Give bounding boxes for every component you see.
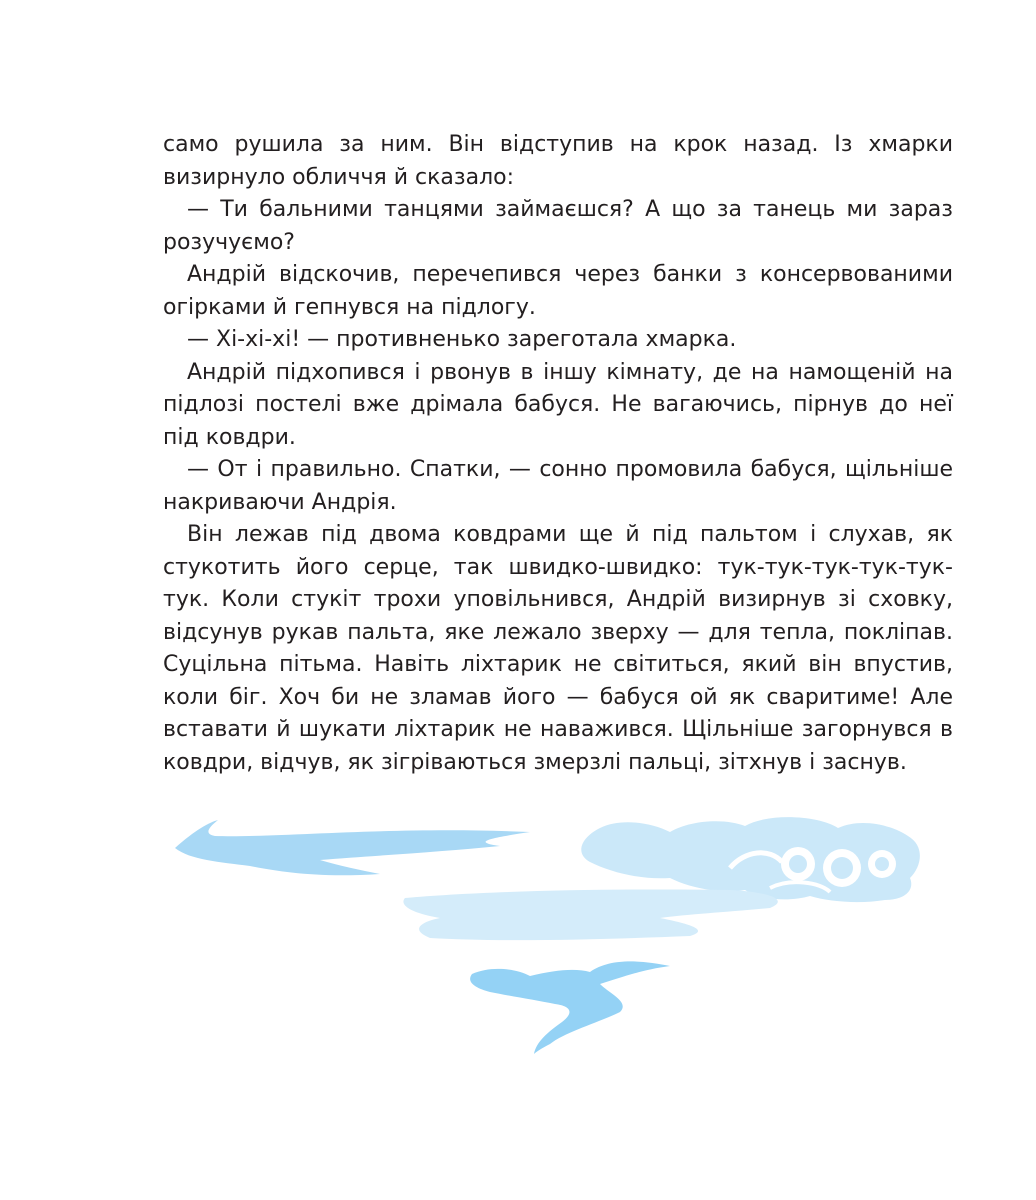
paragraph-5: Андрій підхопився і рвонув в іншу кімнату, де на намощеній на підлозі постелі вже дрімала бабуся. Не вагаючись, пірнув до неї під ковдри. — [163, 359, 953, 450]
cloud-swirl — [875, 857, 889, 871]
cloud-swirl — [789, 855, 807, 873]
cloud-wisp-middle — [403, 889, 777, 940]
story-text — [163, 129, 953, 779]
paragraph-3: Андрій відскочив, перечепився через банки з консервованими огірками й гепнувся на підлогу. — [163, 262, 953, 320]
paragraph-4: — Хі-хі-хі! — противненько зареготала хмарка. — [187, 327, 737, 352]
cloud-wisps-icon — [170, 808, 930, 1058]
paragraph-2: — Ти бальними танцями займаєшся? А що за танець ми зараз розучуємо? — [163, 197, 953, 255]
cloud-wisp-bottom — [470, 961, 670, 1054]
paragraph-7: Він лежав під двома ковдрами ще й під пальтом і слухав, як стукотить його серце, так швидко-швидко: тук-тук-тук-тук-тук-тук. Коли стукіт трохи уповільнився, Андрій визирнув зі сховку, відсунув рукав пальта, яке лежало зверху — для тепла, покліпав. Суцільна пітьма. Навіть ліхтарик не світиться, який він впустив, коли біг. Хоч би не зламав його — бабуся ой як сваритиме! Але вставати й шукати ліхтарик не наважився. Щільніше загорнувся в ковдри, відчув, як зігріваються змерзлі пальці, зітхнув і заснув. — [163, 522, 953, 775]
paragraph-6: — От і правильно. Спатки, — сонно промовила бабуся, щільніше накриваючи Андрія. — [163, 457, 953, 515]
cloud-swirl — [831, 857, 853, 879]
paragraph-1: само рушила за ним. Він відступив на крок назад. Із хмарки визирнуло обличчя й сказало: — [163, 132, 953, 190]
cloud-wisp-top-left — [175, 820, 530, 875]
